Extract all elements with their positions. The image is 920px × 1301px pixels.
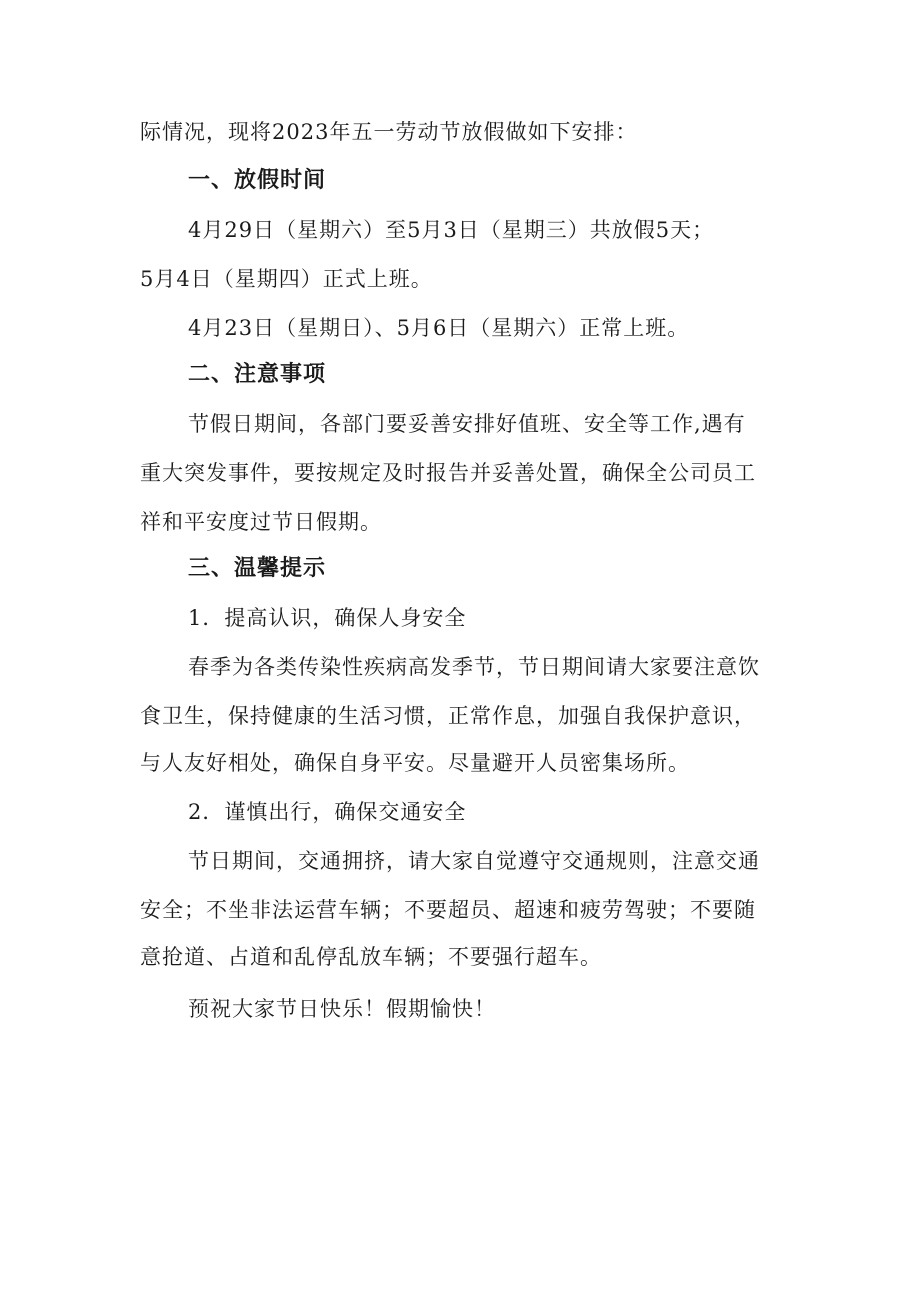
holiday-time-line-3: 4月23日（星期日）、5月6日（星期六）正常上班。 <box>188 316 690 340</box>
reminder-item-1-title: 1．提高认识，确保人身安全 <box>188 606 467 630</box>
reminder-item-2-title: 2．谨慎出行，确保交通安全 <box>188 800 467 824</box>
notes-line-3: 祥和平安度过节日假期。 <box>140 510 382 534</box>
holiday-time-line-2: 5月4日（星期四）正式上班。 <box>140 267 433 291</box>
section-heading-notes: 二、注意事项 <box>188 362 327 387</box>
reminder-item-1-line-1: 春季为各类传染性疾病高发季节，节日期间请大家要注意饮 <box>188 655 760 679</box>
holiday-time-line-1: 4月29日（星期六）至5月3日（星期三）共放假5天； <box>188 218 715 242</box>
notes-line-1: 节假日期间，各部门要妥善安排好值班、安全等工作,遇有 <box>188 412 746 436</box>
intro-line: 际情况，现将2023年五一劳动节放假做如下安排： <box>140 120 638 144</box>
notes-line-2: 重大突发事件，要按规定及时报告并妥善处置，确保全公司员工 <box>140 461 756 485</box>
reminder-item-2-line-1: 节日期间，交通拥挤，请大家自觉遵守交通规则，注意交通 <box>188 849 760 873</box>
closing-line: 预祝大家节日快乐！假期愉快！ <box>188 997 496 1021</box>
section-heading-reminders: 三、温馨提示 <box>188 556 327 581</box>
reminder-item-2-line-2: 安全；不坐非法运营车辆；不要超员、超速和疲劳驾驶；不要随 <box>140 898 756 922</box>
reminder-item-1-line-3: 与人友好相处，确保自身平安。尽量避开人员密集场所。 <box>140 751 690 775</box>
reminder-item-2-line-3: 意抢道、占道和乱停乱放车辆；不要强行超车。 <box>140 945 602 969</box>
reminder-item-1-line-2: 食卫生，保持健康的生活习惯，正常作息，加强自我保护意识， <box>140 704 756 728</box>
section-heading-holiday-time: 一、放假时间 <box>188 168 327 193</box>
